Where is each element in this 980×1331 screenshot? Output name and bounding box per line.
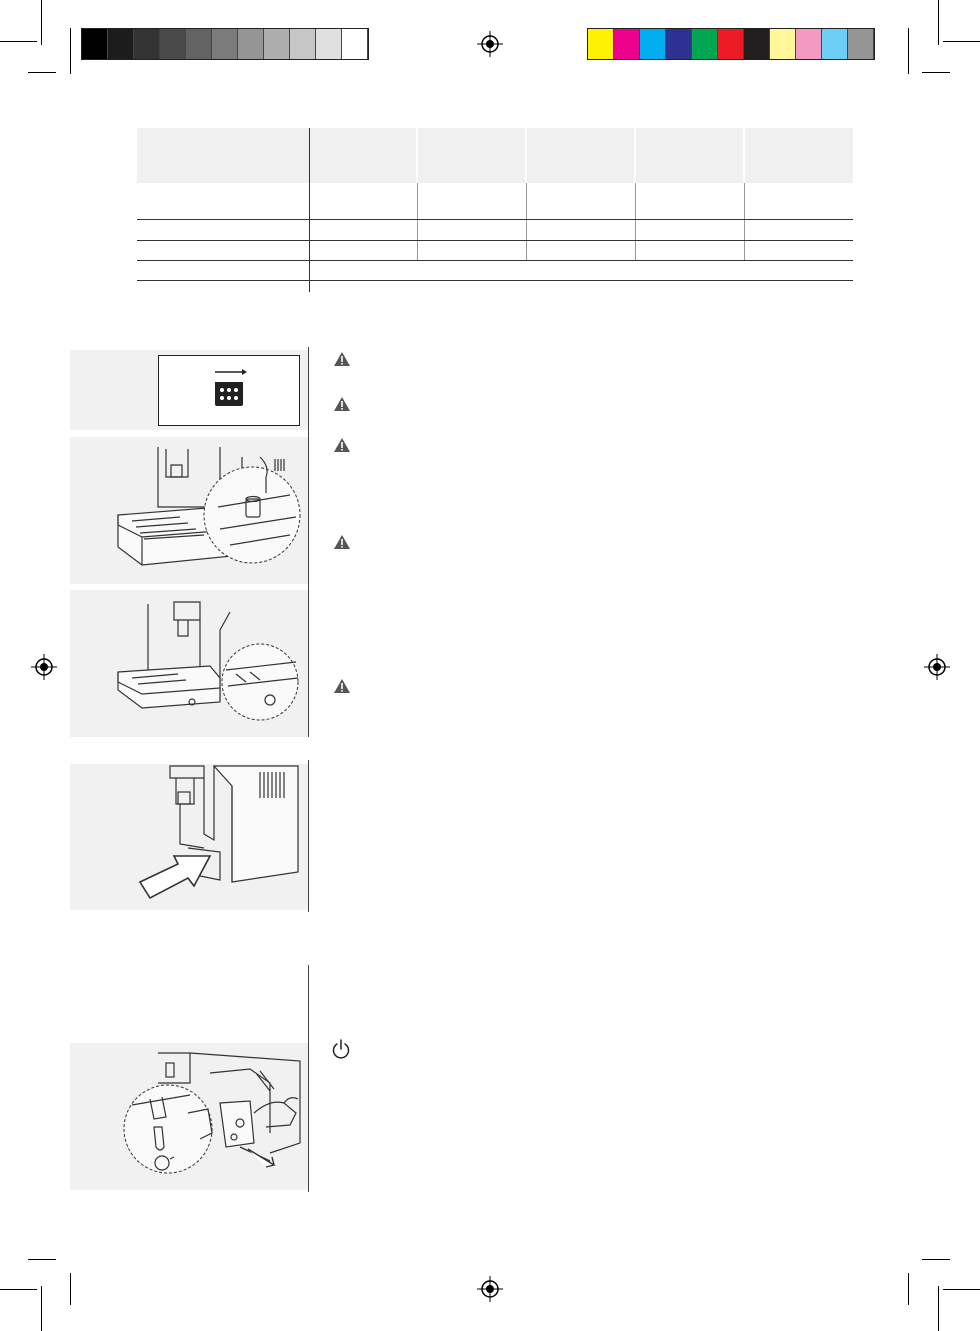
drip-tray-insert-illustration: [70, 764, 308, 910]
table-header-cell: [310, 128, 416, 183]
greyscale-swatch: [160, 29, 186, 59]
greyscale-swatch: [82, 29, 108, 59]
registration-mark-icon: [477, 31, 503, 57]
greyscale-swatch: [186, 29, 212, 59]
warning-icon: [333, 678, 351, 694]
descale-display-panel: [70, 350, 308, 430]
table-row: [137, 280, 853, 281]
process-swatch: [588, 29, 614, 59]
greyscale-swatch: [238, 29, 264, 59]
warning-icon: [333, 437, 351, 453]
greyscale-colour-bar: [81, 28, 369, 60]
process-swatch: [692, 29, 718, 59]
process-swatch: [718, 29, 744, 59]
water-tank-illustration: [70, 590, 308, 737]
process-swatch: [640, 29, 666, 59]
process-swatch: [822, 29, 848, 59]
display-screen: [158, 355, 300, 426]
greyscale-swatch: [316, 29, 342, 59]
greyscale-swatch: [108, 29, 134, 59]
process-swatch: [744, 29, 770, 59]
table-row: [137, 260, 853, 261]
drip-tray-panel: [70, 437, 308, 584]
drip-tray-illustration: [70, 437, 308, 584]
brew-unit-panel: [70, 1043, 308, 1190]
registration-mark-icon: [924, 654, 950, 680]
table-row: [137, 240, 853, 241]
pull-arrow-icon: [248, 1149, 274, 1167]
process-swatch: [614, 29, 640, 59]
process-colour-bar: [587, 28, 875, 60]
warning-icon: [333, 396, 351, 412]
power-icon: [331, 1039, 351, 1060]
table-header-cell: [527, 128, 634, 183]
warning-icon: [333, 351, 351, 367]
greyscale-swatch: [212, 29, 238, 59]
process-swatch: [796, 29, 822, 59]
drip-tray-insert-panel: [70, 764, 308, 910]
greyscale-swatch: [290, 29, 316, 59]
water-tank-panel: [70, 590, 308, 737]
table-row: [137, 219, 853, 220]
table-header-cell: [137, 128, 309, 183]
process-swatch: [848, 29, 874, 59]
table-header-cell: [636, 128, 743, 183]
greyscale-swatch: [264, 29, 290, 59]
registration-mark-icon: [31, 654, 57, 680]
table-header-cell: [418, 128, 525, 183]
registration-mark-icon: [477, 1276, 503, 1302]
warning-icon: [333, 534, 351, 550]
table-header-cell: [745, 128, 853, 183]
descale-icon: [211, 368, 251, 410]
greyscale-swatch: [342, 29, 368, 59]
insert-arrow-icon: [140, 856, 210, 898]
brew-unit-removal-illustration: [70, 1043, 308, 1190]
process-swatch: [666, 29, 692, 59]
greyscale-swatch: [134, 29, 160, 59]
process-swatch: [770, 29, 796, 59]
